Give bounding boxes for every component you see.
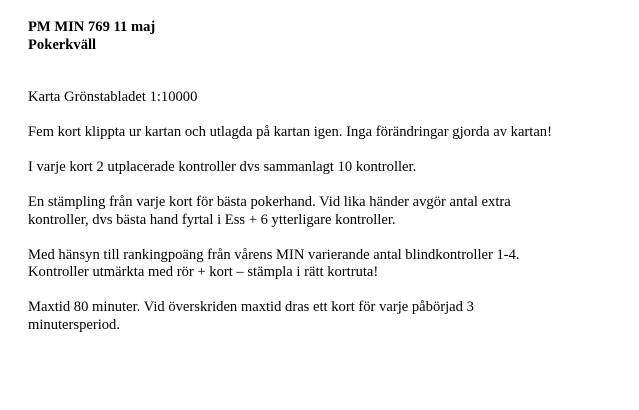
- time-line-1: Maxtid 80 minuter. Vid överskriden maxtid dras ett kort för varje påbörjad 3: [28, 299, 474, 315]
- ranking-info: [28, 247, 619, 282]
- event-title: PM MIN 769 11 maj: [28, 19, 156, 35]
- stamping-info: [28, 194, 619, 229]
- cards-info: Fem kort klippta ur kartan och utlagda på kartan igen. Inga förändringar gjorda av kartan!: [28, 124, 552, 140]
- stamping-line-1: En stämpling från varje kort för bästa pokerhand. Vid lika händer avgör antal extra: [28, 194, 511, 210]
- time-info: [28, 299, 619, 334]
- stamping-line-2: kontroller, dvs bästa hand fyrtal i Ess + 6 ytterligare kontroller.: [28, 211, 396, 228]
- map-info: Karta Grönstabladet 1:10000: [28, 89, 198, 105]
- controls-info: I varje kort 2 utplacerade kontroller dvs sammanlagt 10 kontroller.: [28, 159, 417, 175]
- ranking-line-2: Kontroller utmärkta med rör + kort – stämpla i rätt kortruta!: [28, 264, 379, 280]
- time-line-2: minutersperiod.: [28, 316, 121, 333]
- event-subtitle: Pokerkväll: [28, 36, 97, 53]
- ranking-line-1: Med hänsyn till rankingpoäng från vårens MIN varierande antal blindkontroller 1-4.: [28, 246, 520, 263]
